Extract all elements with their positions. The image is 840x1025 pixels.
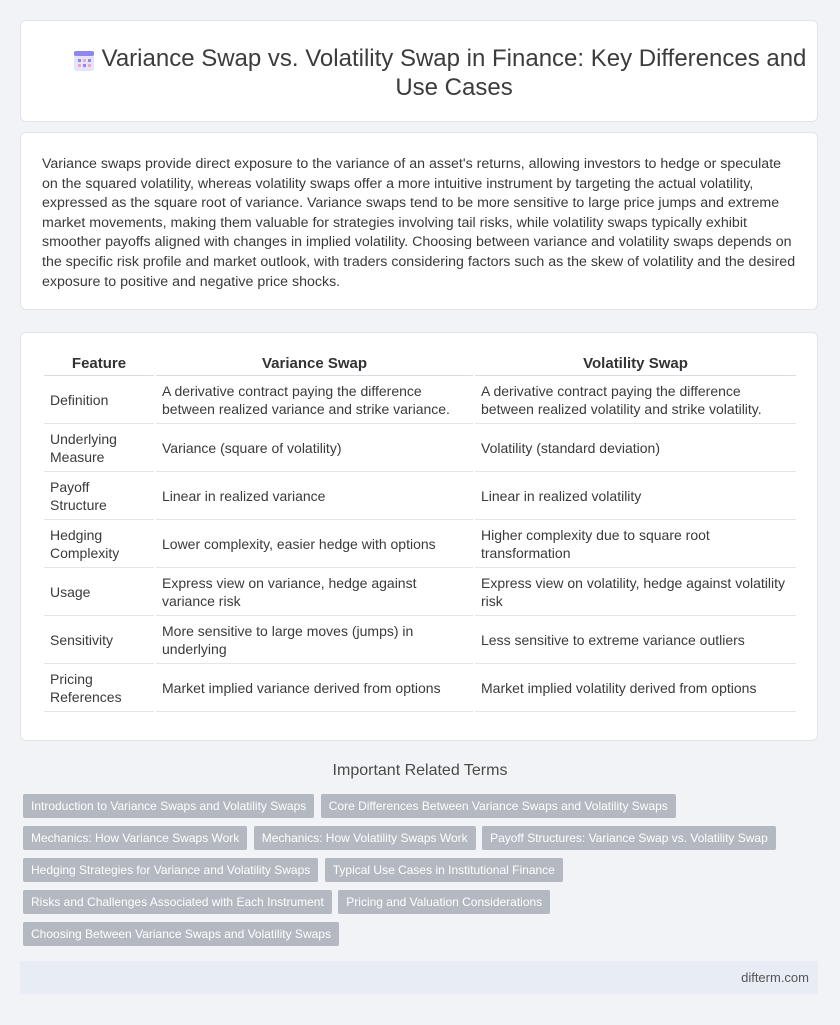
related-term-tag[interactable]: Typical Use Cases in Institutional Finance: [325, 858, 563, 882]
volatility-cell: Linear in realized volatility: [475, 472, 796, 520]
intro-paragraph: Variance swaps provide direct exposure to the variance of an asset's returns, allowing investors to hedge or speculate on the squared volatility, whereas volatility swaps offer a more intuitive instrument by targeting the actual volatility, expressed as the square root of variance. Variance swaps tend to be more sensitive to large price jumps and extreme market movements, making them valuable for strategies involving tail risks, while volatility swaps typically exhibit smoother payoffs aligned with changes in implied volatility. Choosing between variance and volatility swaps depends on the specific risk profile and market outlook, with traders considering factors such as the skew of volatility and the desired exposure to positive and negative price shocks.: [42, 156, 796, 290]
volatility-cell: Less sensitive to extreme variance outliers: [475, 616, 796, 664]
related-term-tag[interactable]: Mechanics: How Volatility Swaps Work: [254, 826, 476, 850]
variance-cell: A derivative contract paying the difference between realized variance and strike variance.: [156, 376, 473, 424]
related-terms-list: [23, 794, 813, 954]
volatility-cell: Volatility (standard deviation): [475, 424, 796, 472]
feature-cell: Pricing References: [44, 664, 154, 712]
table-header-row: [44, 351, 796, 376]
volatility-cell: Express view on volatility, hedge against volatility risk: [475, 568, 796, 616]
table-row: [44, 472, 796, 520]
document-list-icon: [71, 48, 97, 74]
feature-cell: Usage: [44, 568, 154, 616]
feature-cell: Underlying Measure: [44, 424, 154, 472]
related-term-tag[interactable]: Risks and Challenges Associated with Each Instrument: [23, 890, 332, 914]
comparison-table: [42, 351, 798, 712]
footer: [20, 961, 818, 994]
header-card: [20, 20, 818, 122]
variance-cell: Linear in realized variance: [156, 472, 473, 520]
related-term-tag[interactable]: Pricing and Valuation Considerations: [338, 890, 550, 914]
table-row: [44, 376, 796, 424]
page-title: Variance Swap vs. Volatility Swap in Finance: Key Differences and Use Cases: [101, 45, 807, 101]
feature-cell: Payoff Structure: [44, 472, 154, 520]
footer-site-link[interactable]: difterm.com: [741, 970, 809, 985]
table-row: [44, 424, 796, 472]
feature-cell: Definition: [44, 376, 154, 424]
variance-cell: Lower complexity, easier hedge with options: [156, 520, 473, 568]
related-terms-heading: Important Related Terms: [332, 762, 508, 779]
volatility-cell: Higher complexity due to square root transformation: [475, 520, 796, 568]
header-volatility-swap: Volatility Swap: [475, 351, 796, 376]
feature-cell: Hedging Complexity: [44, 520, 154, 568]
table-row: [44, 616, 796, 664]
related-term-tag[interactable]: Introduction to Variance Swaps and Volatility Swaps: [23, 794, 314, 818]
intro-card: [20, 132, 818, 310]
variance-cell: Market implied variance derived from options: [156, 664, 473, 712]
related-term-tag[interactable]: Hedging Strategies for Variance and Volatility Swaps: [23, 858, 318, 882]
volatility-cell: Market implied volatility derived from options: [475, 664, 796, 712]
table-row: [44, 568, 796, 616]
header-feature: Feature: [44, 351, 154, 376]
related-term-tag[interactable]: Payoff Structures: Variance Swap vs. Volatility Swap: [482, 826, 776, 850]
variance-cell: Variance (square of volatility): [156, 424, 473, 472]
related-term-tag[interactable]: Choosing Between Variance Swaps and Volatility Swaps: [23, 922, 339, 946]
header-variance-swap: Variance Swap: [156, 351, 473, 376]
table-row: [44, 664, 796, 712]
table-row: [44, 520, 796, 568]
volatility-cell: A derivative contract paying the difference between realized volatility and strike volatility.: [475, 376, 796, 424]
variance-cell: More sensitive to large moves (jumps) in underlying: [156, 616, 473, 664]
related-term-tag[interactable]: Mechanics: How Variance Swaps Work: [23, 826, 247, 850]
comparison-card: [20, 332, 818, 741]
related-term-tag[interactable]: Core Differences Between Variance Swaps and Volatility Swaps: [321, 794, 676, 818]
variance-cell: Express view on variance, hedge against variance risk: [156, 568, 473, 616]
feature-cell: Sensitivity: [44, 616, 154, 664]
